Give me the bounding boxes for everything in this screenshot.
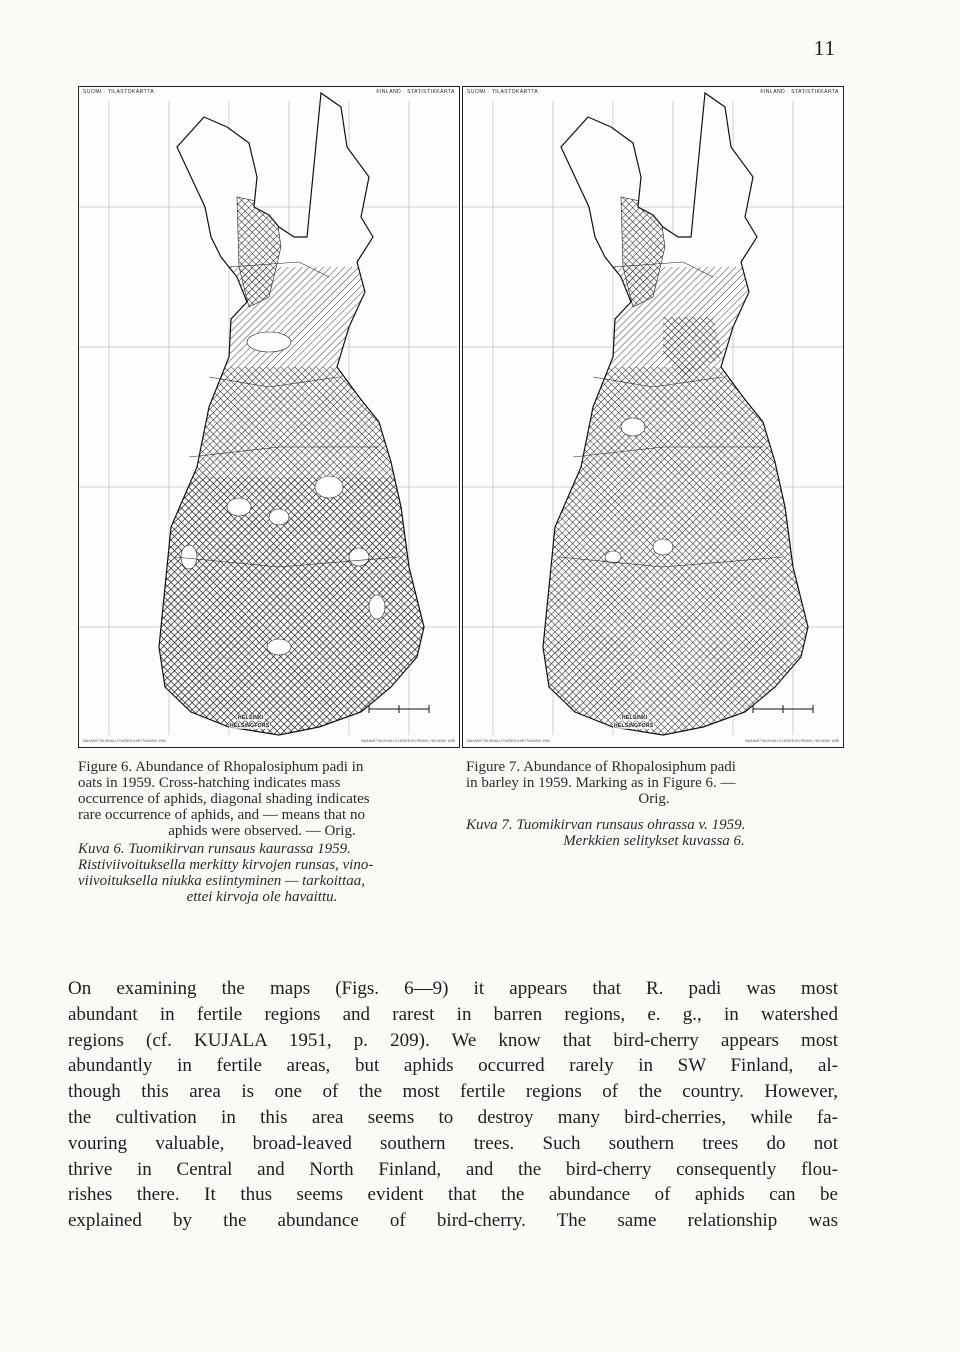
helsinki-label: HELSINKI	[622, 715, 648, 721]
body-line: explained by the abundance of bird-cherry. The same relationship was	[68, 1210, 838, 1232]
map-footer-right: MAANMITTAUSHALLITUKSEN KIVIPAINO, HELSINKI 1958	[360, 739, 455, 743]
caption-line: oats in 1959. Cross-hatching indicates mass	[78, 775, 341, 791]
caption-line: ettei kirvoja ole havaittu.	[186, 889, 338, 905]
figure-6-caption	[78, 759, 446, 905]
map-header-right: FINLAND · STATISTIKKARTA	[376, 89, 455, 95]
body-line: abundantly in fertile areas, but aphids occurred rarely in SW Finland, al-	[68, 1055, 838, 1077]
body-line: On examining the maps (Figs. 6—9) it appears that R. padi was most	[68, 978, 838, 999]
map-header-left: SUOMI · TILASTOKARTTA	[83, 89, 155, 95]
body-line: rishes there. It thus seems evident that the abundance of aphids can be	[68, 1184, 838, 1206]
caption-line: viivoituksella niukka esiintyminen — tarkoittaa,	[78, 873, 366, 889]
finnish-caption	[466, 817, 842, 849]
finland-map-oats	[78, 86, 460, 748]
finland-outline-barley	[463, 87, 843, 747]
caption-line: Merkkien selitykset kuvassa 6.	[563, 833, 745, 849]
map-header-left: SUOMI · TILASTOKARTTA	[467, 89, 539, 95]
caption-line: occurrence of aphids, diagonal shading indicates	[78, 791, 370, 807]
body-line: abundant in fertile regions and rarest in barren regions, e. g., in watershed	[68, 1003, 838, 1025]
caption-line: Figure 7. Abundance of Rhopalosiphum padi	[466, 759, 736, 775]
finland-outline-oats	[79, 87, 459, 747]
caption-line: rare occurrence of aphids, and — means that no	[78, 807, 365, 823]
helsingfors-label: HELSINGFORS	[614, 723, 654, 729]
caption-line: Ristiviivoituksella merkitty kirvojen runsas, vino-	[78, 857, 374, 873]
body-line: though this area is one of the most fertile regions of the country. However,	[68, 1081, 838, 1103]
caption-line: in barley in 1959. Marking as in Figure 6. —	[466, 775, 736, 791]
body-paragraph	[68, 976, 838, 1234]
finnish-caption	[78, 841, 446, 905]
page-number: 11	[813, 36, 836, 60]
figure-7-caption	[466, 759, 842, 849]
body-line: the cultivation in this area seems to destroy many bird-cherries, while fa-	[68, 1106, 838, 1128]
body-line: regions (cf. KUJALA 1951, p. 209). We know that bird-cherry appears most	[68, 1029, 838, 1051]
finland-map-barley	[462, 86, 844, 748]
map-footer-left: MAANMITTAUSHALLITUKSEN KARTTAPAINO 1950	[83, 739, 166, 743]
map-header-right: FINLAND · STATISTIKKARTA	[760, 89, 839, 95]
map-sheet-footer	[83, 739, 455, 745]
caption-line: Orig.	[638, 791, 670, 807]
body-line: vouring valuable, broad-leaved southern trees. Such southern trees do not	[68, 1132, 838, 1154]
caption-line: Kuva 7. Tuomikirvan runsaus ohrassa v. 1959.	[466, 817, 746, 833]
caption-line: aphids were observed. — Orig.	[168, 823, 356, 839]
map-footer-right: MAANMITTAUSHALLITUKSEN KIVIPAINO, HELSINKI 1958	[744, 739, 839, 743]
helsingfors-label: HELSINGFORS	[230, 723, 270, 729]
caption-line: Kuva 6. Tuomikirvan runsaus kaurassa 1959.	[78, 841, 351, 857]
caption-line: Figure 6. Abundance of Rhopalosiphum padi in	[78, 759, 364, 775]
helsinki-label: HELSINKI	[238, 715, 264, 721]
map-footer-left: MAANMITTAUSHALLITUKSEN KARTTAPAINO 1950	[467, 739, 550, 743]
map-sheet-footer	[467, 739, 839, 745]
body-line: thrive in Central and North Finland, and the bird-cherry consequently flou-	[68, 1158, 838, 1180]
